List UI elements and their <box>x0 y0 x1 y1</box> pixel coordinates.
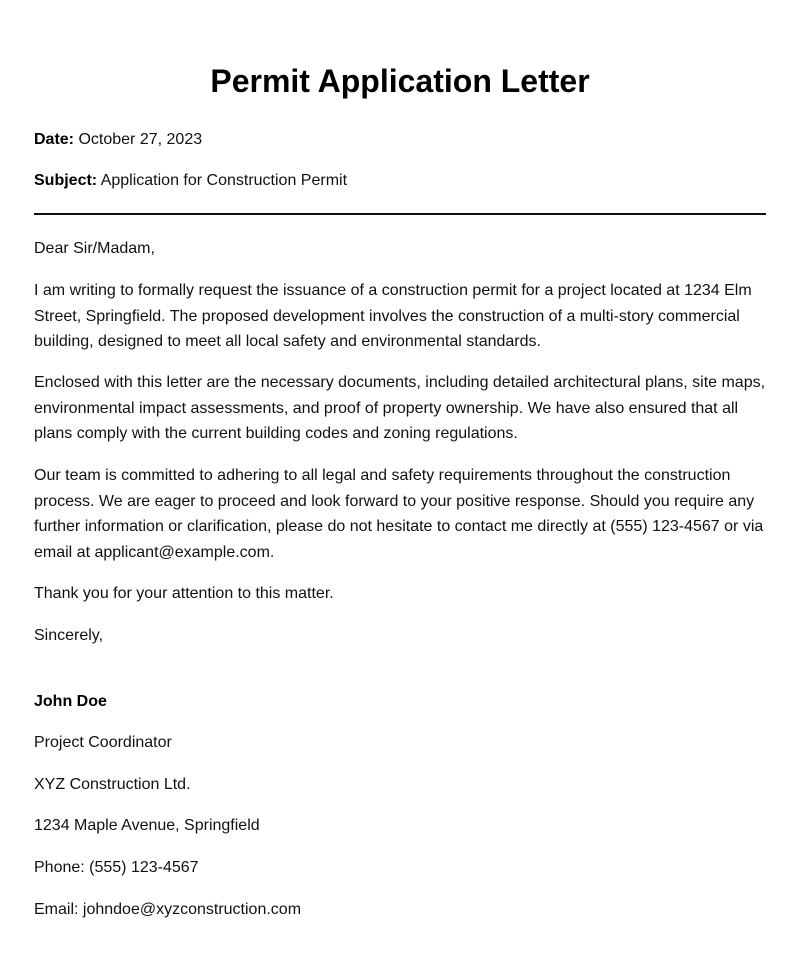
signature-company: XYZ Construction Ltd. <box>34 776 191 793</box>
body-paragraph: I am writing to formally request the issuance of a construction permit for a project located at 1234 Elm Street, Springfield. The proposed development involves the construction of a multi-story commercial building, designed to meet all local safety and environmental standards. <box>34 282 752 351</box>
body-paragraph: Enclosed with this letter are the necessary documents, including detailed architectural plans, site maps, environmental impact assessments, and proof of property ownership. We have also ensured that all plans comply with the current building codes and zoning regulations. <box>34 374 766 443</box>
date-line <box>34 127 766 153</box>
signature-position: Project Coordinator <box>34 734 172 751</box>
date-label: Date: <box>34 131 75 148</box>
subject-label: Subject: <box>34 172 98 189</box>
date-value: October 27, 2023 <box>78 131 203 148</box>
salutation: Dear Sir/Madam, <box>34 240 155 257</box>
signature-email: Email: johndoe@xyzconstruction.com <box>34 901 302 918</box>
subject-value: Application for Construction Permit <box>100 172 348 189</box>
page-title: Permit Application Letter <box>210 63 590 99</box>
body-paragraph: Thank you for your attention to this matter. <box>34 585 334 602</box>
signature-phone: Phone: (555) 123-4567 <box>34 859 199 876</box>
body-paragraph: Our team is committed to adhering to all legal and safety requirements throughout the construction process. We are eager to proceed and look forward to your positive response. Should you require any further information or clarification, please do not hesitate to contact me directly at (555) 123-4567 or via email at applicant@example.com. <box>34 467 764 562</box>
signature-address: 1234 Maple Avenue, Springfield <box>34 817 260 834</box>
closing: Sincerely, <box>34 627 104 644</box>
signature-name: John Doe <box>34 693 107 710</box>
subject-line <box>34 168 766 194</box>
header-divider <box>34 213 766 215</box>
